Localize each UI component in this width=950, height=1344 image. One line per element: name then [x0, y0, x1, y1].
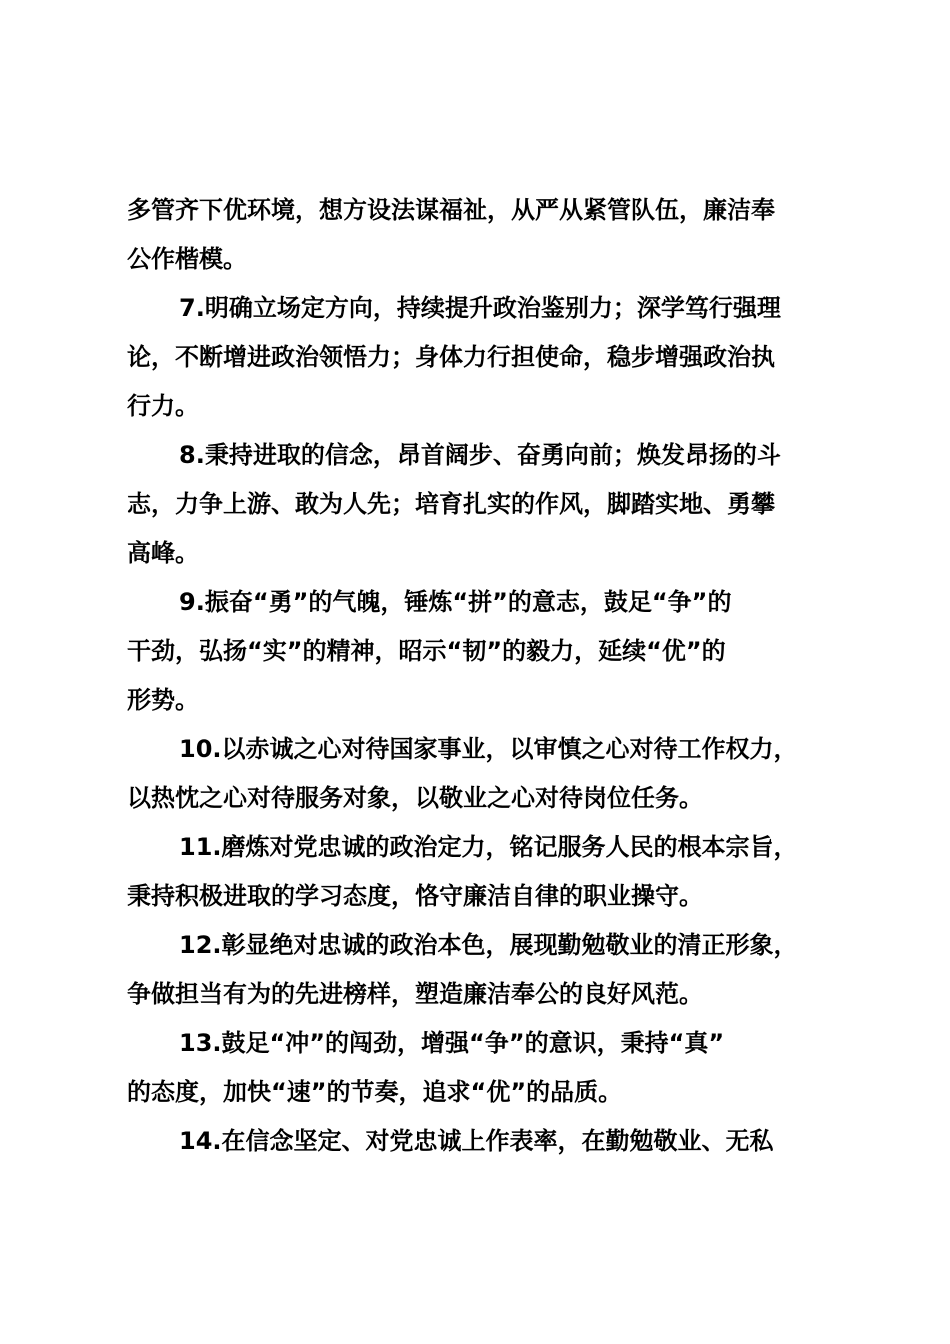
text-line: 公作楷模。	[127, 245, 247, 273]
paragraph-item-11	[127, 823, 845, 921]
text-line: 14.在信念坚定、对党忠诚上作表率，在勤勉敬业、无私	[179, 1127, 774, 1155]
text-line: 志，力争上游、敢为人先；培育扎实的作风，脚踏实地、勇攀	[127, 490, 775, 518]
text-line: 高峰。	[127, 539, 199, 567]
text-line: 7.明确立场定方向，持续提升政治鉴别力；深学笃行强理	[179, 294, 781, 322]
text-line: 以热忱之心对待服务对象，以敬业之心对待岗位任务。	[127, 784, 703, 812]
paragraph-continuation	[127, 186, 845, 284]
text-line: 行力。	[127, 392, 199, 420]
text-line: 12.彰显绝对忠诚的政治本色，展现勤勉敬业的清正形象，	[179, 931, 798, 959]
text-line: 论，不断增进政治领悟力；身体力行担使命，稳步增强政治执	[127, 343, 775, 371]
paragraph-item-10	[127, 725, 845, 823]
text-line: 9.振奋“勇”的气魄，锤炼“拼”的意志，鼓足“争”的	[179, 588, 732, 616]
paragraph-item-14	[127, 1117, 845, 1166]
paragraph-item-7	[127, 284, 845, 431]
text-line: 的态度，加快“速”的节奏，追求“优”的品质。	[127, 1078, 623, 1106]
text-line: 争做担当有为的先进榜样，塑造廉洁奉公的良好风范。	[127, 980, 703, 1008]
paragraph-item-8	[127, 431, 845, 578]
text-line: 干劲，弘扬“实”的精神，昭示“韧”的毅力，延续“优”的	[127, 637, 726, 665]
paragraph-item-13	[127, 1019, 845, 1117]
text-line: 8.秉持进取的信念，昂首阔步、奋勇向前；焕发昂扬的斗	[179, 441, 781, 469]
text-line: 11.磨炼对党忠诚的政治定力，铭记服务人民的根本宗旨，	[179, 833, 798, 861]
text-line: 10.以赤诚之心对待国家事业，以审慎之心对待工作权力，	[179, 735, 798, 763]
document-body	[127, 186, 845, 1166]
text-line: 形势。	[127, 686, 199, 714]
text-line: 秉持积极进取的学习态度，恪守廉洁自律的职业操守。	[127, 882, 703, 910]
paragraph-item-12	[127, 921, 845, 1019]
paragraph-item-9	[127, 578, 845, 725]
text-line: 多管齐下优环境，想方设法谋福祉，从严从紧管队伍，廉洁奉	[127, 196, 775, 224]
text-line: 13.鼓足“冲”的闯劲，增强“争”的意识，秉持“真”	[179, 1029, 725, 1057]
